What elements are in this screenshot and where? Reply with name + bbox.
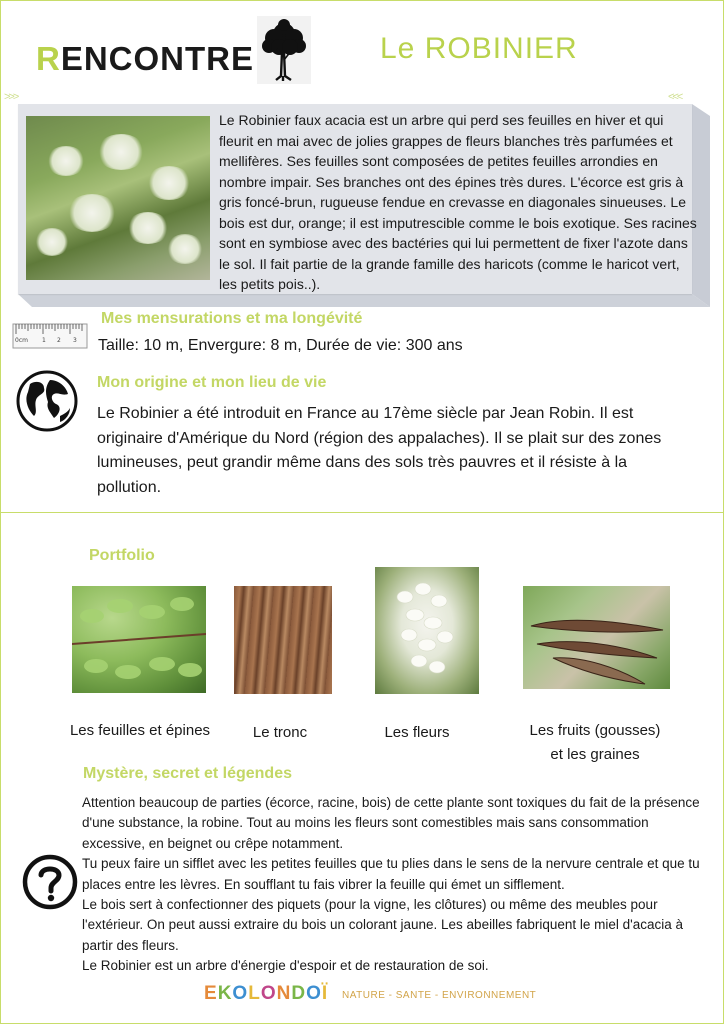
logo-letter: O (232, 983, 249, 1004)
brand-rest: ENCONTRE (60, 40, 255, 77)
globe-icon (16, 370, 78, 432)
ruler-label: 1 (42, 337, 46, 344)
logo-letter: D (291, 983, 307, 1004)
intro-box-bottom (18, 294, 710, 307)
chevron-decoration-right: <<< (668, 91, 682, 103)
fruits-photo (523, 586, 670, 689)
logo-letter: O (260, 983, 277, 1004)
logo-letter: Ï (321, 983, 329, 1004)
caption-trunk: Le tronc (252, 724, 308, 741)
tree-icon (257, 16, 311, 84)
ruler-label: 0cm (15, 337, 28, 344)
measurements-heading: Mes mensurations et ma longévité (101, 310, 363, 327)
caption-flowers: Les fleurs (384, 724, 450, 741)
mystery-paragraph: Tu peux faire un sifflet avec les petites feuilles que tu plies dans le sens de la nervure centrale et que tu places entre les lèvres. En soufflant tu fais vibrer la feuille qui émet un sifflement. (82, 856, 700, 892)
mystery-heading: Mystère, secret et légendes (83, 765, 292, 782)
ekolondo-logo (204, 983, 328, 1005)
mystery-paragraph: Attention beaucoup de parties (écorce, racine, bois) de cette plante sont toxiques du fait de la présence d'une substance, la robine. Tout au moins les fleurs sont comestibles mais sans consommation excessive, en beignet ou crêpe notamment. (82, 795, 700, 851)
robinier-tree-photo (26, 116, 210, 280)
logo-letter: L (248, 983, 261, 1004)
brand-word (36, 40, 254, 78)
chevron-decoration-left: >>> (4, 91, 18, 103)
origin-text: Le Robinier a été introduit en France au 17ème siècle par Jean Robin. Il est originaire d'Amérique du Nord (région des appalaches). Il se plait sur des zones lumineuses, peut grandir même dans des sols très pauvres et il résiste à la pollution. (97, 405, 662, 496)
ruler-label: 2 (57, 337, 61, 344)
leaves-photo (72, 586, 206, 693)
mystery-text (82, 793, 700, 977)
portfolio-title: Portfolio (89, 547, 155, 564)
footer-tagline: NATURE - SANTE - ENVIRONNEMENT (342, 990, 537, 1001)
brand-first-letter: R (36, 40, 61, 77)
flowers-photo (375, 567, 479, 694)
ruler-label: 3 (73, 337, 77, 344)
origin-heading: Mon origine et mon lieu de vie (97, 374, 327, 391)
intro-text: Le Robinier faux acacia est un arbre qui perd ses feuilles en hiver et qui fleurit en mai avec de jolies grappes de fleurs blanches très parfumées et mellifères. Ses feuilles sont composées de petites feuilles arrondies en nombre impair. Ses branches ont des épines très dures. L'écorce est gris à gris foncé-brun, rugueuse fendue en crevasse en diagonales sinueuses. Le bois est dur, orange; il est imputrescible comme le bois exotique. Ses racines sont en symbiose avec des bactéries qui lui permettent de fixer l'azote dans le sol. Il fait partie de la grande famille des haricots (comme le haricot vert, les petits pois..). (219, 112, 697, 292)
measurements-text: Taille: 10 m, Envergure: 8 m, Durée de vie: 300 ans (98, 337, 463, 354)
trunk-photo (234, 586, 332, 694)
mystery-paragraph: Le Robinier est un arbre d'énergie d'espoir et de restauration de soi. (82, 958, 489, 974)
logo-letter: K (217, 983, 233, 1004)
logo-letter: E (204, 983, 218, 1004)
logo-letter: O (306, 983, 322, 1004)
logo-letter: N (276, 983, 292, 1004)
caption-leaves: Les feuilles et épines (69, 722, 211, 739)
caption-fruits-line1: Les fruits (gousses) (529, 722, 661, 739)
caption-fruits-line2: et les graines (550, 746, 640, 763)
page-title: Le ROBINIER (380, 32, 578, 65)
ruler-icon (12, 322, 88, 350)
question-icon (22, 854, 78, 910)
mystery-paragraph: Le bois sert à confectionner des piquets (pour la vigne, les clôtures) ou même des meubles pour l'extérieur. On peut aussi extraire du bois un colorant jaune. Les abeilles fabriquent le miel d'acacia à partir des fleurs. (82, 897, 684, 953)
